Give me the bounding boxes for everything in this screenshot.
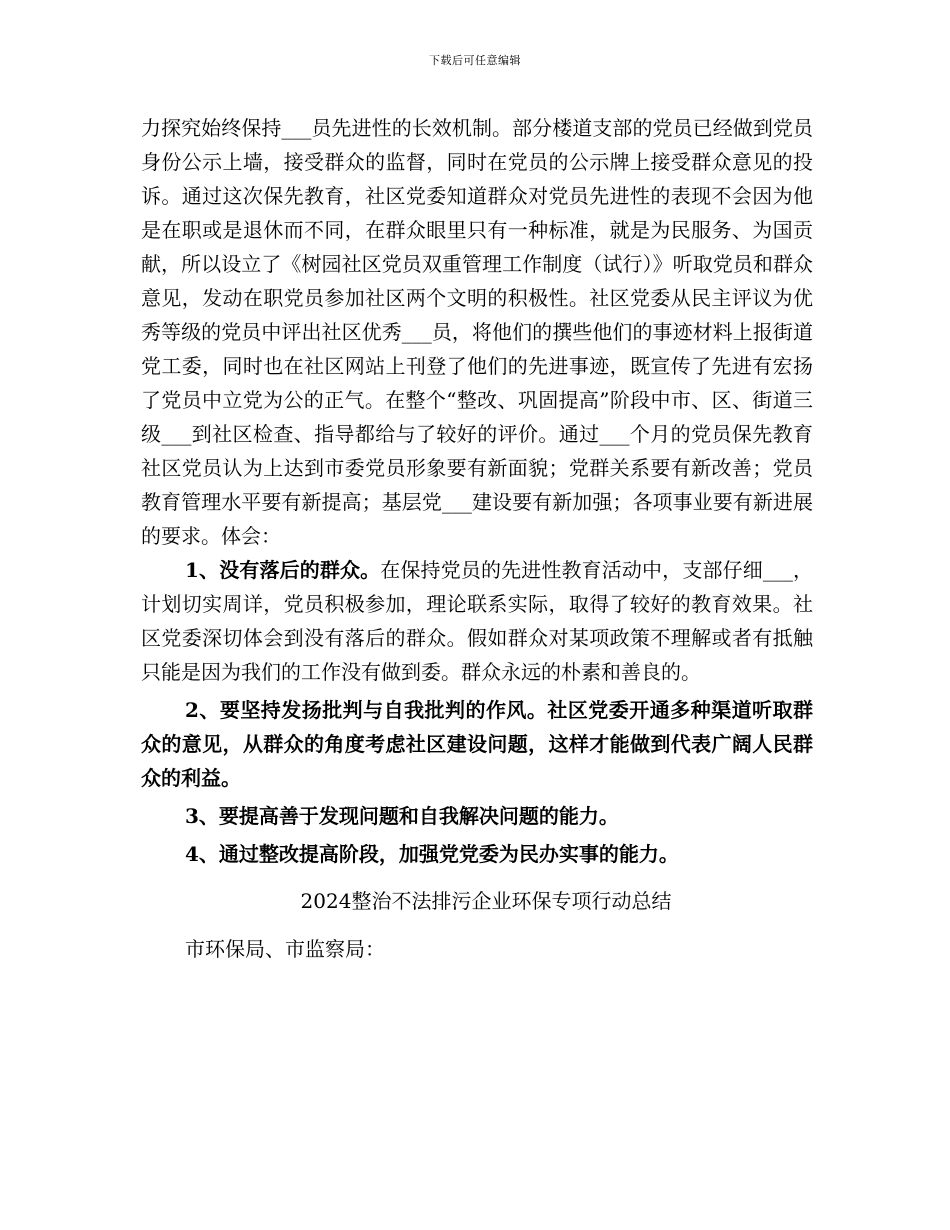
paragraph-point-2: 2、要坚持发扬批判与自我批判的作风。社区党委开通多种渠道听取群众的意见，从群众的角度考虑社区建设问题，这样才能做到代表广阔人民群众的利益。 — [141, 698, 813, 790]
paragraph-continuation: 力探究始终保持___员先进性的长效机制。部分楼道支部的党员已经做到党员身份公示上墙，接受群众的监督，同时在党员的公示牌上接受群众意见的投诉。通过这次保先教育，社区党委知道群众对党员先进性的表现不会因为他是在职或是退休而不同，在群众眼里只有一种标准，就是为民服务、为国贡献，所以设立了《树园社区党员双重管理工作制度（试行）》听取党员和群众意见，发动在职党员参加社区两个文明的积极性。社区党委从民主评议为优秀等级的党员中评出社区优秀___员，将他们的撰些他们的事迹材料上报街道党工委，同时也在社区网站上刊登了他们的先进事迹，既宣传了先进有宏扬了党员中立党为公的正气。在整个“整改、巩固提高”阶段中市、区、街道三级___到社区检查、指导都给与了较好的评价。通过___个月的党员保先教育社区党员认为上达到市委党员形象要有新面貌；党群关系要有新改善；党员教育管理水平要有新提高；基层党___建设要有新加强；各项事业要有新进展的要求。体会： — [141, 116, 813, 548]
paragraph-point-4: 4、通过整改提高阶段，加强党党委为民办实事的能力。 — [185, 842, 679, 866]
point-1-heading: 1、没有落后的群众。 — [185, 558, 381, 582]
section-title: 2024整治不法排污企业环保专项行动总结 — [300, 889, 672, 913]
paragraph-point-1 — [141, 553, 813, 689]
document-body — [141, 111, 813, 966]
page-header-note: 下载后可任意编辑 — [429, 54, 521, 67]
point-1-body: 在保持党员的先进性教育活动中，支部仔细___，计划切实周详，党员积极参加，理论联系实际，取得了较好的教育效果。社区党委深切体会到没有落后的群众。假如群众对某项政策不理解或者有抵触只能是因为我们的工作没有做到委。群众永远的朴素和善良的。 — [141, 558, 813, 684]
paragraph-point-3: 3、要提高善于发现问题和自我解决问题的能力。 — [185, 804, 619, 828]
section-salutation: 市环保局、市监察局： — [185, 937, 385, 961]
